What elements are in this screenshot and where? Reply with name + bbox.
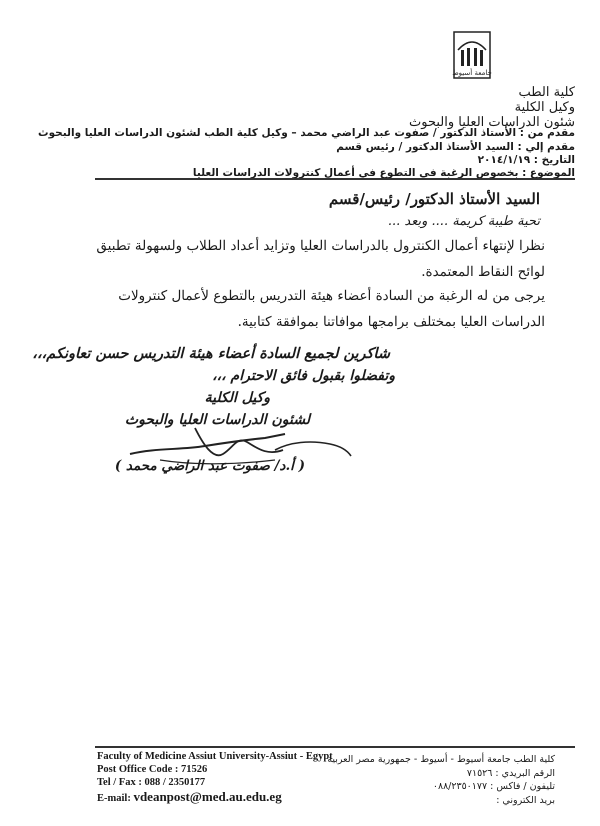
signature-title-1: وكيل الكلية <box>204 390 270 406</box>
signature-title-2: لشئون الدراسات العليا والبحوث <box>124 412 310 428</box>
logo-text: جامعة أسيوط <box>452 69 492 77</box>
paragraph-2-line-2: الدراسات العليا بمختلف برامجها موافاتنا بموافقة كتابية. <box>237 314 545 330</box>
footer-ar-postcode: الرقم البريدي : ٧١٥٢٦ <box>466 768 555 779</box>
greeting: تحية طيبة كريمة .... وبعد ... <box>387 214 540 229</box>
paragraph-1-line-1: نظرا لإنتهاء أعمال الكنترول بالدراسات العليا وتزايد أعداد الطلاب ولسهولة تطبيق <box>96 238 545 254</box>
footer-en-email-row <box>97 791 282 805</box>
footer-en-address: Faculty of Medicine Assiut University-Assiut - Egypt <box>97 751 333 762</box>
meta-from: مقدم من : الأستاذ الدكتور / صفوت عبد الراضي محمد – وكيل كلية الطب لشئون الدراسات العليا والبحوث <box>38 127 575 139</box>
header-vice-dean: وكيل الكلية <box>514 100 575 115</box>
footer-en-email-link[interactable]: vdeanpost@med.au.edu.eg <box>133 789 282 804</box>
paragraph-1-line-2: لوائح النقاط المعتمدة. <box>421 264 545 280</box>
footer-en-postcode: Post Office Code : 71526 <box>97 764 208 775</box>
respect-line: وتفضلوا بقبول فائق الاحترام ،،، <box>212 368 395 384</box>
meta-to: مقدم إلي : السيد الأستاذ الدكتور / رئيس قسم <box>336 141 575 153</box>
thanks-line: شاكرين لجميع السادة أعضاء هيئة التدريس حسن تعاونكم،،، <box>32 345 390 362</box>
footer-ar-email-label: بريد الكتروني : <box>496 795 555 806</box>
university-logo <box>452 30 492 80</box>
header-divider <box>95 178 575 180</box>
footer-ar-phone: تليفون / فاكس : ٠٨٨/٢٣٥٠١٧٧ <box>432 781 555 792</box>
addressee: السيد الأستاذ الدكتور/ رئيس/قسم <box>328 190 540 208</box>
footer-ar-address: كلية الطب جامعة أسيوط - أسيوط - جمهورية مصر العربية <box>327 754 555 765</box>
paragraph-2-line-1: يرجى من له الرغبة من السادة أعضاء هيئة التدريس بالتطوع لأعمال كنترولات <box>118 288 545 304</box>
footer-divider <box>95 746 575 748</box>
footer-en-email-label: E-mail: <box>97 793 131 804</box>
header-affairs: شئون الدراسات العليا والبحوث <box>408 115 575 130</box>
meta-date: التاريخ : ٢٠١٤/١/١٩ <box>477 154 575 166</box>
meta-subject: الموضوع : بخصوص الرغبة في التطوع في أعمال كنترولات الدراسات العليا <box>192 167 575 179</box>
signatory-name: ( أ.د/ صفوت عبد الراضي محمد ) <box>114 458 305 474</box>
footer-en-phone: Tel / Fax : 088 / 2350177 <box>97 777 206 788</box>
header-faculty: كلية الطب <box>518 85 575 100</box>
